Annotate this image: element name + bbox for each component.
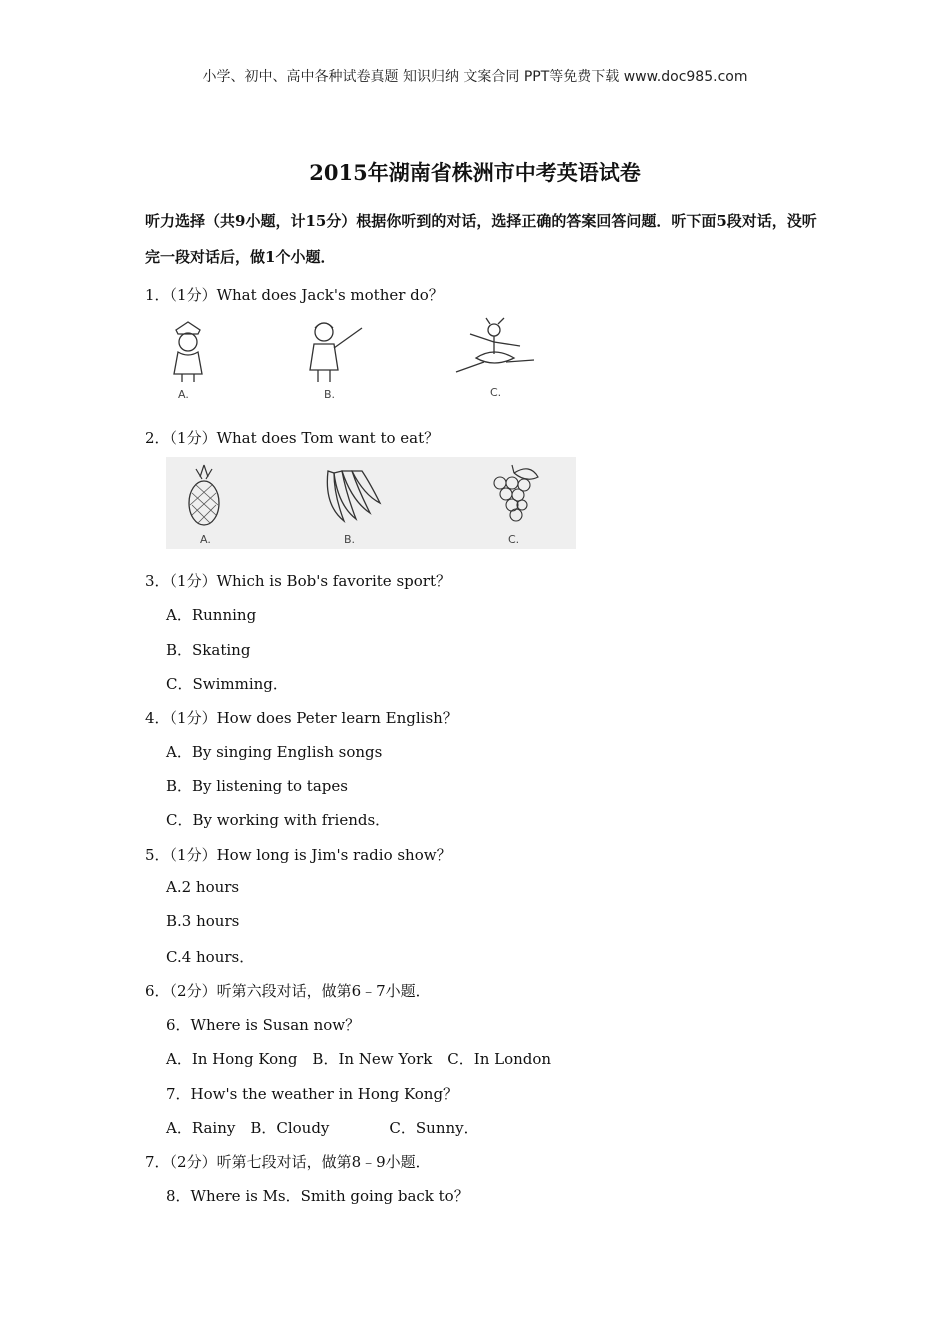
q1-picture-row [160, 316, 550, 404]
pineapple-picture [184, 463, 224, 529]
question-5: 5．（1分）How long is Jim's radio show？ [145, 846, 452, 864]
q6-sub-question-6-options: A．In Hong Kong B．In New York C．In London [166, 1050, 552, 1068]
q1-label-a: A. [178, 388, 189, 401]
question-2: 2．（1分）What does Tom want to eat？ [145, 429, 440, 447]
q3-option-c: C．Swimming． [166, 675, 288, 693]
q2-label-a: A. [200, 533, 211, 546]
question-1: 1．（1分）What does Jack's mother do？ [145, 286, 444, 304]
section-instructions: 听力选择（共9小题，计15分）根据你听到的对话，选择正确的答案回答问题．听下面5段对话，没听完一段对话后，做1个小题． [145, 212, 817, 266]
q6-sub-question-7: 7．How's the weather in Hong Kong？ [166, 1085, 459, 1103]
q2-label-c: C. [508, 533, 520, 546]
question-7: 7．（2分）听第七段对话，做第8﹣9小题． [145, 1153, 431, 1171]
q1-label-b: B. [324, 388, 336, 401]
exam-title: 2015年湖南省株洲市中考英语试卷 [309, 160, 641, 185]
q3-option-a: A．Running [166, 606, 257, 624]
q5-option-c: C.4 hours． [166, 948, 255, 966]
q5-option-b: B.3 hours [166, 912, 240, 930]
nurse-picture [164, 316, 212, 384]
q2-label-b: B. [344, 533, 356, 546]
q4-option-c: C．By working with friends． [166, 811, 391, 829]
q6-sub-question-7-options: A．Rainy B．Cloudy C．Sunny． [166, 1119, 479, 1137]
q6-sub-question-6: 6．Where is Susan now？ [166, 1016, 361, 1034]
teacher-picture [302, 316, 366, 384]
banana-picture [320, 465, 384, 527]
question-4: 4．（1分）How does Peter learn English？ [145, 709, 458, 727]
q3-option-b: B．Skating [166, 641, 251, 659]
question-6: 6．（2分）听第六段对话，做第6﹣7小题． [145, 982, 431, 1000]
grapes-picture [486, 463, 542, 527]
question-3: 3．（1分）Which is Bob's favorite sport？ [145, 572, 451, 590]
q7-sub-question-8: 8．Where is Ms．Smith going back to？ [166, 1187, 469, 1205]
q4-option-b: B．By listening to tapes [166, 777, 348, 795]
q2-picture-row [166, 457, 576, 549]
q4-option-a: A．By singing English songs [166, 743, 383, 761]
site-header: 小学、初中、高中各种试卷真题 知识归纳 文案合同 PPT等免费下载 www.doc985.com [202, 69, 748, 85]
q5-option-a: A.2 hours [166, 878, 240, 896]
dancer-picture [450, 316, 538, 384]
q1-label-c: C. [490, 386, 502, 399]
